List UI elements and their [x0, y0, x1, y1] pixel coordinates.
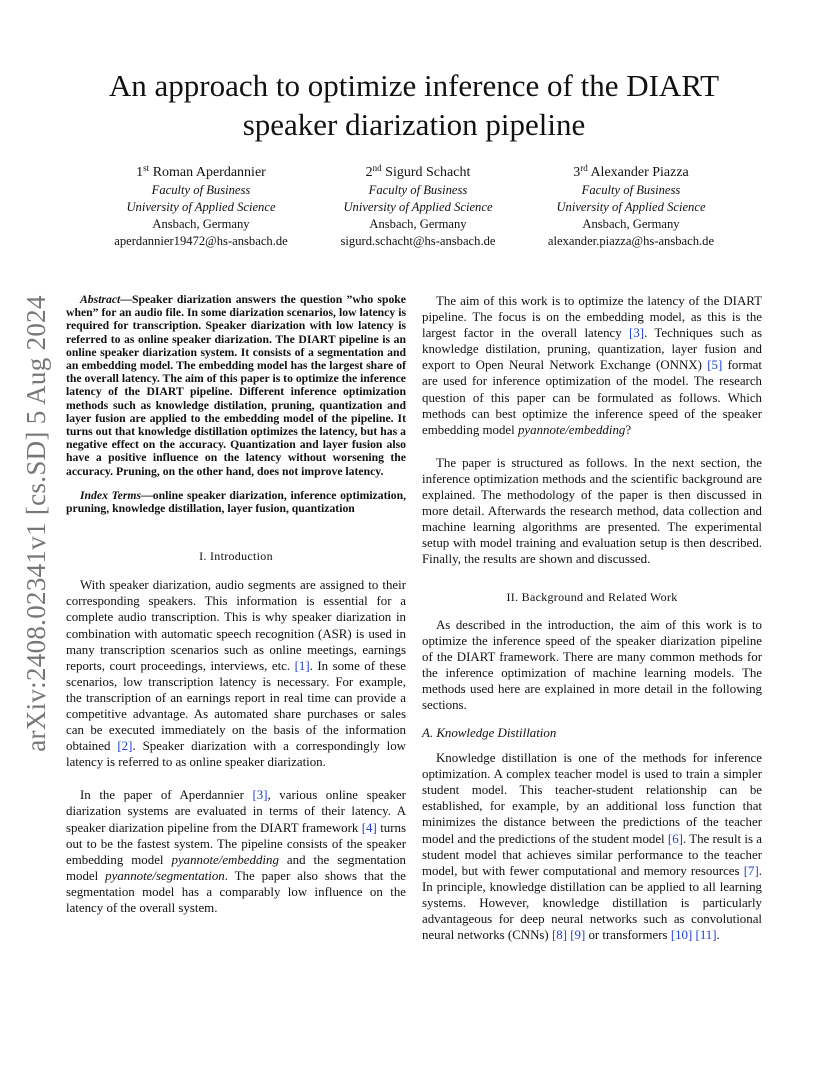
author-university: University of Applied Science: [556, 200, 706, 214]
author-name: 2nd Sigurd Schacht: [365, 163, 471, 180]
background-paragraph: As described in the introduction, the aim of this work is to optimize the inference speed of the speaker diarization pipeline of the DIART framework. There are many common methods for the inference optimization of machine learning models. The methods used here are explained in more detail in the following sections.: [422, 617, 762, 712]
section-heading-introduction: I. Introduction: [199, 549, 273, 564]
citation-link[interactable]: [1]: [294, 658, 310, 673]
author-location: Ansbach, Germany: [582, 217, 680, 231]
abstract: [66, 293, 406, 478]
section-heading-background: II. Background and Related Work: [506, 589, 678, 604]
citation-link[interactable]: [3]: [252, 788, 268, 803]
introduction-paragraph: In the paper of Aperdannier [3], various online speaker diarization systems are evaluated in terms of their latency. A speaker diarization pipeline from the DIART framework [4] turns out to be the fastest system. The pipeline consists of the speaker embedding model pyannote/embedding and the segmentation model pyannote/segmentation. The paper also shows that the segmentation model has a comparably low influence on the latency of the overall system.: [66, 788, 406, 916]
author-faculty: Faculty of Business: [151, 183, 251, 197]
author-location: Ansbach, Germany: [369, 217, 467, 231]
arxiv-identifier: arXiv:2408.02341v1 [cs.SD] 5 Aug 2024: [20, 294, 51, 752]
paper-title: An approach to optimize inference of the DIART speaker diarization pipeline: [108, 68, 720, 142]
author-block-3: [516, 163, 746, 250]
subsection-heading-knowledge-distillation: A. Knowledge Distillation: [422, 726, 557, 741]
author-university: University of Applied Science: [343, 200, 493, 214]
citation-link[interactable]: [6]: [667, 831, 683, 846]
citation-link[interactable]: [4]: [361, 820, 377, 835]
citation-link[interactable]: [10]: [670, 928, 693, 943]
author-university: University of Applied Science: [126, 200, 276, 214]
author-faculty: Faculty of Business: [581, 183, 681, 197]
abstract-label: Abstract: [80, 293, 121, 306]
citation-link[interactable]: [7]: [743, 863, 759, 878]
knowledge-distillation-paragraph: Knowledge distillation is one of the methods for inference optimization. A complex teacher model is used to train a simpler student model. This teacher-student relationship can be established, for example, by an additional loss function that minimizes the distance between the predictions of the teacher model and the predictions of the student model [6]. The result is a student model that achieves similar performance to the teacher model, but with fewer computational and memory resources [7]. In principle, knowledge distillation can be applied to all learning systems. However, knowledge distillation is particularly advantageous for deep neural networks such as convolutional neural networks (CNNs) [8] [9] or transformers [10] [11].: [422, 751, 762, 943]
citation-link[interactable]: [8]: [551, 928, 567, 943]
citation-link[interactable]: [9]: [570, 928, 586, 943]
arxiv-sidebar: [20, 288, 51, 758]
author-block-2: [303, 163, 533, 250]
citation-link[interactable]: [11]: [695, 928, 717, 943]
author-email: alexander.piazza@hs-ansbach.de: [547, 234, 715, 248]
index-terms: [66, 489, 406, 515]
citation-link[interactable]: [3]: [629, 326, 645, 341]
right-column: [422, 293, 762, 943]
citation-link[interactable]: [5]: [707, 358, 723, 373]
author-faculty: Faculty of Business: [368, 183, 468, 197]
aim-paragraph: The aim of this work is to optimize the latency of the DIART pipeline. The focus is on the embedding model, as this is the largest factor in the overall latency [3]. Techniques such as knowledge distilation, pruning, quantization, layer fusion and export to Open Neural Network Exchange (ONNX) [5] format are used for inference optimization of the model. The research question of this paper can be formulated as follows. Which methods can best optimize the inference speed of the speaker embedding model pyannote/embedding?: [422, 294, 762, 437]
index-terms-text: —online speaker diarization, inference optimization, pruning, knowledge distillation, layer fusion, quantization: [66, 488, 406, 516]
author-location: Ansbach, Germany: [152, 217, 250, 231]
abstract-text: —Speaker diarization answers the question ”who spoke when” for an audio file. In some diarization scenarios, low latency is required for transcription. Speaker diarization with low latency is referred to as online speaker diarization. The DIART pipeline is an online speaker diarization system. It consists of a segmentation and an embedding model. The embedding model has the largest share of the overall latency. The aim of this paper is to optimize the inference latency of the DIART pipeline. Different inference optimization methods such as knowledge distilation, pruning, quantization and layer fusion are applied to the embedding model of the pipeline. It turns out that knowledge distillation optimizes the latency, but has a negative effect on the accuracy. Quantization and layer fusion also have a positive influence on the latency without worsening the accuracy. Pruning, on the other hand, does not improve latency.: [66, 293, 406, 478]
citation-link[interactable]: [2]: [117, 739, 133, 754]
structure-paragraph: The paper is structured as follows. In the next section, the inference optimization methods and the scientific background are explained. The methodology of the paper is then discussed in more detail. Afterwards the research method, data collection and machine learning algorithms are presented. The experimental setup with model training and evaluation setup is then described. Finally, the results are shown and discussed.: [422, 455, 762, 567]
author-name: 1st Roman Aperdannier: [136, 163, 266, 180]
introduction-paragraph: With speaker diarization, audio segments are assigned to their corresponding speakers. This information is essential for a complete audio transcription. This is why speaker diarization in combination with automatic speech recognition (ASR) is used in many transcription scenarios such as online meetings, earnings reports, court proceedings, interviews, etc. [1]. In some of these scenarios, low transcription latency is necessary. For example, the transcription of an earnings report in real time can provide a competitive advantage. As automated share purchases or sales can be executed immediately on the basis of the information obtained [2]. Speaker diarization with a correspondingly low latency is referred to as online speaker diarization.: [66, 578, 406, 770]
author-name: 3rd Alexander Piazza: [573, 163, 689, 180]
index-terms-label: Index Terms: [80, 488, 142, 502]
author-block-1: [86, 163, 316, 250]
left-column: [66, 293, 406, 916]
author-email: aperdannier19472@hs-ansbach.de: [114, 234, 288, 248]
author-email: sigurd.schacht@hs-ansbach.de: [340, 234, 496, 248]
